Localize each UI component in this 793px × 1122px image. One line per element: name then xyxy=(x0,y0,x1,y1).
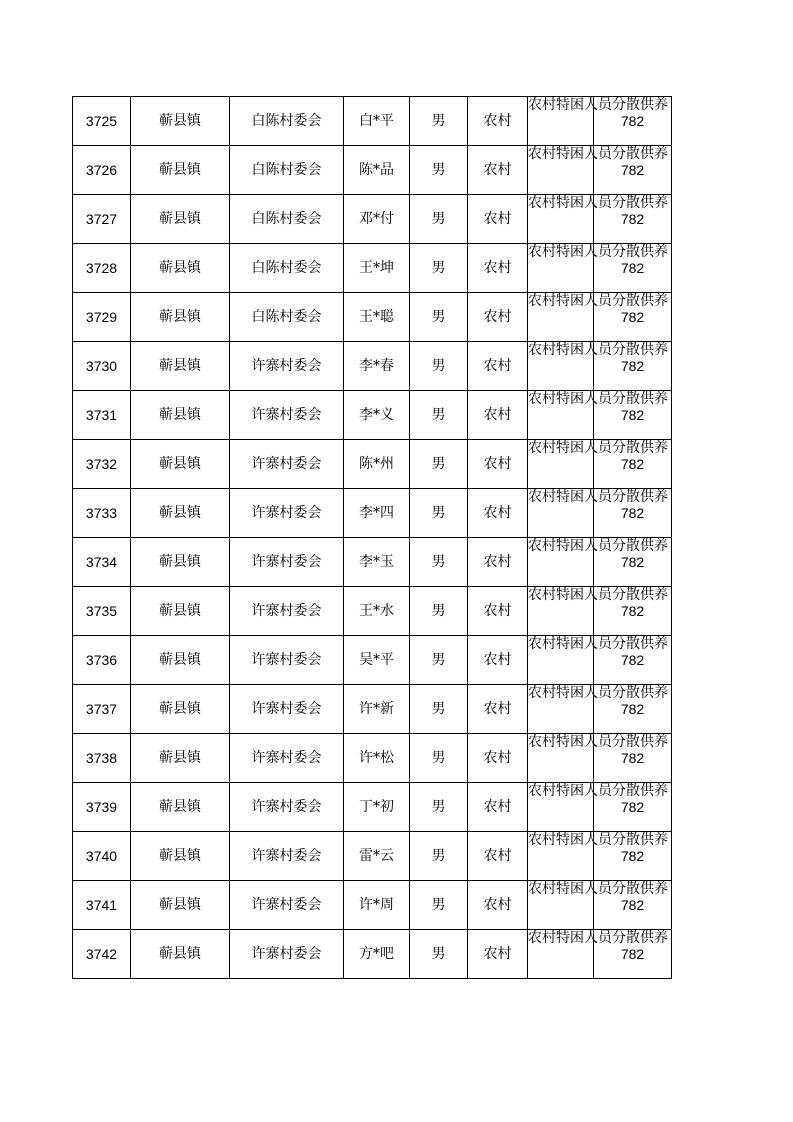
record-id-cell: 3741 xyxy=(73,881,131,930)
record-id-cell: 3735 xyxy=(73,587,131,636)
gender-cell: 男 xyxy=(410,342,468,391)
gender-cell: 男 xyxy=(410,538,468,587)
gender-cell: 男 xyxy=(410,440,468,489)
amount-cell: 782 xyxy=(594,489,672,538)
table-row xyxy=(73,881,672,930)
town-cell: 蕲县镇 xyxy=(131,293,230,342)
record-id-cell: 3739 xyxy=(73,783,131,832)
village-committee-cell: 白陈村委会 xyxy=(230,97,344,146)
person-name-cell: 吴*平 xyxy=(344,636,410,685)
gender-cell: 男 xyxy=(410,734,468,783)
gender-cell: 男 xyxy=(410,930,468,979)
gender-cell: 男 xyxy=(410,636,468,685)
village-committee-cell: 白陈村委会 xyxy=(230,146,344,195)
assistance-category-text: 农村特困人员分散供养 xyxy=(528,489,668,505)
village-committee-cell: 许寨村委会 xyxy=(230,440,344,489)
person-name-cell: 许*新 xyxy=(344,685,410,734)
record-id-cell: 3733 xyxy=(73,489,131,538)
table-row xyxy=(73,293,672,342)
table-row xyxy=(73,734,672,783)
amount-cell: 782 xyxy=(594,881,672,930)
amount-cell: 782 xyxy=(594,587,672,636)
village-committee-cell: 许寨村委会 xyxy=(230,783,344,832)
gender-cell: 男 xyxy=(410,685,468,734)
table-row xyxy=(73,783,672,832)
assistance-category-text: 农村特困人员分散供养 xyxy=(528,832,668,848)
person-name-cell: 陈*州 xyxy=(344,440,410,489)
beneficiary-table xyxy=(72,96,672,979)
gender-cell: 男 xyxy=(410,587,468,636)
area-type-cell: 农村 xyxy=(468,685,528,734)
gender-cell: 男 xyxy=(410,783,468,832)
town-cell: 蕲县镇 xyxy=(131,342,230,391)
village-committee-cell: 许寨村委会 xyxy=(230,832,344,881)
town-cell: 蕲县镇 xyxy=(131,244,230,293)
assistance-category-text: 农村特困人员分散供养 xyxy=(528,587,668,603)
town-cell: 蕲县镇 xyxy=(131,391,230,440)
person-name-cell: 王*坤 xyxy=(344,244,410,293)
town-cell: 蕲县镇 xyxy=(131,636,230,685)
village-committee-cell: 许寨村委会 xyxy=(230,636,344,685)
village-committee-cell: 白陈村委会 xyxy=(230,244,344,293)
gender-cell: 男 xyxy=(410,97,468,146)
assistance-category-text: 农村特困人员分散供养 xyxy=(528,881,668,897)
person-name-cell: 李*春 xyxy=(344,342,410,391)
village-committee-cell: 许寨村委会 xyxy=(230,685,344,734)
table-row xyxy=(73,832,672,881)
person-name-cell: 邓*付 xyxy=(344,195,410,244)
record-id-cell: 3730 xyxy=(73,342,131,391)
record-id-cell: 3729 xyxy=(73,293,131,342)
table-row xyxy=(73,244,672,293)
area-type-cell: 农村 xyxy=(468,783,528,832)
gender-cell: 男 xyxy=(410,391,468,440)
gender-cell: 男 xyxy=(410,832,468,881)
person-name-cell: 雷*云 xyxy=(344,832,410,881)
record-id-cell: 3742 xyxy=(73,930,131,979)
assistance-category-text: 农村特困人员分散供养 xyxy=(528,391,668,407)
area-type-cell: 农村 xyxy=(468,440,528,489)
person-name-cell: 王*水 xyxy=(344,587,410,636)
area-type-cell: 农村 xyxy=(468,244,528,293)
area-type-cell: 农村 xyxy=(468,342,528,391)
village-committee-cell: 许寨村委会 xyxy=(230,587,344,636)
town-cell: 蕲县镇 xyxy=(131,783,230,832)
assistance-category-text: 农村特困人员分散供养 xyxy=(528,734,668,750)
amount-cell: 782 xyxy=(594,244,672,293)
person-name-cell: 李*义 xyxy=(344,391,410,440)
village-committee-cell: 白陈村委会 xyxy=(230,195,344,244)
amount-cell: 782 xyxy=(594,440,672,489)
gender-cell: 男 xyxy=(410,146,468,195)
area-type-cell: 农村 xyxy=(468,881,528,930)
table-row xyxy=(73,342,672,391)
town-cell: 蕲县镇 xyxy=(131,734,230,783)
assistance-category-text: 农村特困人员分散供养 xyxy=(528,244,668,260)
record-id-cell: 3732 xyxy=(73,440,131,489)
assistance-category-text: 农村特困人员分散供养 xyxy=(528,195,668,211)
town-cell: 蕲县镇 xyxy=(131,587,230,636)
gender-cell: 男 xyxy=(410,489,468,538)
village-committee-cell: 许寨村委会 xyxy=(230,538,344,587)
table-body xyxy=(73,97,672,979)
record-id-cell: 3736 xyxy=(73,636,131,685)
record-id-cell: 3734 xyxy=(73,538,131,587)
amount-cell: 782 xyxy=(594,97,672,146)
person-name-cell: 王*聪 xyxy=(344,293,410,342)
assistance-category-text: 农村特困人员分散供养 xyxy=(528,342,668,358)
amount-cell: 782 xyxy=(594,538,672,587)
town-cell: 蕲县镇 xyxy=(131,97,230,146)
area-type-cell: 农村 xyxy=(468,832,528,881)
record-id-cell: 3728 xyxy=(73,244,131,293)
area-type-cell: 农村 xyxy=(468,293,528,342)
record-id-cell: 3738 xyxy=(73,734,131,783)
amount-cell: 782 xyxy=(594,195,672,244)
record-id-cell: 3740 xyxy=(73,832,131,881)
village-committee-cell: 白陈村委会 xyxy=(230,293,344,342)
table-row xyxy=(73,636,672,685)
assistance-category-text: 农村特困人员分散供养 xyxy=(528,783,668,799)
village-committee-cell: 许寨村委会 xyxy=(230,391,344,440)
town-cell: 蕲县镇 xyxy=(131,489,230,538)
area-type-cell: 农村 xyxy=(468,636,528,685)
record-id-cell: 3731 xyxy=(73,391,131,440)
village-committee-cell: 许寨村委会 xyxy=(230,734,344,783)
gender-cell: 男 xyxy=(410,195,468,244)
record-id-cell: 3725 xyxy=(73,97,131,146)
town-cell: 蕲县镇 xyxy=(131,930,230,979)
amount-cell: 782 xyxy=(594,734,672,783)
person-name-cell: 陈*品 xyxy=(344,146,410,195)
amount-cell: 782 xyxy=(594,342,672,391)
assistance-category-text: 农村特困人员分散供养 xyxy=(528,538,668,554)
gender-cell: 男 xyxy=(410,293,468,342)
assistance-category-text: 农村特困人员分散供养 xyxy=(528,636,668,652)
person-name-cell: 丁*初 xyxy=(344,783,410,832)
area-type-cell: 农村 xyxy=(468,930,528,979)
area-type-cell: 农村 xyxy=(468,587,528,636)
amount-cell: 782 xyxy=(594,293,672,342)
area-type-cell: 农村 xyxy=(468,538,528,587)
gender-cell: 男 xyxy=(410,881,468,930)
town-cell: 蕲县镇 xyxy=(131,538,230,587)
amount-cell: 782 xyxy=(594,636,672,685)
person-name-cell: 李*四 xyxy=(344,489,410,538)
area-type-cell: 农村 xyxy=(468,391,528,440)
assistance-category-text: 农村特困人员分散供养 xyxy=(528,930,668,946)
record-id-cell: 3727 xyxy=(73,195,131,244)
assistance-category-text: 农村特困人员分散供养 xyxy=(528,440,668,456)
assistance-category-text: 农村特困人员分散供养 xyxy=(528,293,668,309)
person-name-cell: 方*吧 xyxy=(344,930,410,979)
table-row xyxy=(73,587,672,636)
person-name-cell: 许*周 xyxy=(344,881,410,930)
town-cell: 蕲县镇 xyxy=(131,195,230,244)
table-row xyxy=(73,489,672,538)
area-type-cell: 农村 xyxy=(468,97,528,146)
amount-cell: 782 xyxy=(594,783,672,832)
amount-cell: 782 xyxy=(594,146,672,195)
table-row xyxy=(73,391,672,440)
table-row xyxy=(73,440,672,489)
area-type-cell: 农村 xyxy=(468,146,528,195)
assistance-category-text: 农村特困人员分散供养 xyxy=(528,685,668,701)
table-row xyxy=(73,146,672,195)
person-name-cell: 李*玉 xyxy=(344,538,410,587)
record-id-cell: 3737 xyxy=(73,685,131,734)
table-row xyxy=(73,538,672,587)
town-cell: 蕲县镇 xyxy=(131,146,230,195)
person-name-cell: 白*平 xyxy=(344,97,410,146)
town-cell: 蕲县镇 xyxy=(131,440,230,489)
table-row xyxy=(73,930,672,979)
village-committee-cell: 许寨村委会 xyxy=(230,489,344,538)
area-type-cell: 农村 xyxy=(468,195,528,244)
assistance-category-text: 农村特困人员分散供养 xyxy=(528,146,668,162)
town-cell: 蕲县镇 xyxy=(131,832,230,881)
amount-cell: 782 xyxy=(594,391,672,440)
assistance-category-text: 农村特困人员分散供养 xyxy=(528,97,668,113)
amount-cell: 782 xyxy=(594,930,672,979)
town-cell: 蕲县镇 xyxy=(131,685,230,734)
table-row xyxy=(73,195,672,244)
town-cell: 蕲县镇 xyxy=(131,881,230,930)
person-name-cell: 许*松 xyxy=(344,734,410,783)
area-type-cell: 农村 xyxy=(468,734,528,783)
table-row xyxy=(73,685,672,734)
village-committee-cell: 许寨村委会 xyxy=(230,930,344,979)
table-row xyxy=(73,97,672,146)
amount-cell: 782 xyxy=(594,685,672,734)
amount-cell: 782 xyxy=(594,832,672,881)
village-committee-cell: 许寨村委会 xyxy=(230,342,344,391)
area-type-cell: 农村 xyxy=(468,489,528,538)
gender-cell: 男 xyxy=(410,244,468,293)
village-committee-cell: 许寨村委会 xyxy=(230,881,344,930)
record-id-cell: 3726 xyxy=(73,146,131,195)
